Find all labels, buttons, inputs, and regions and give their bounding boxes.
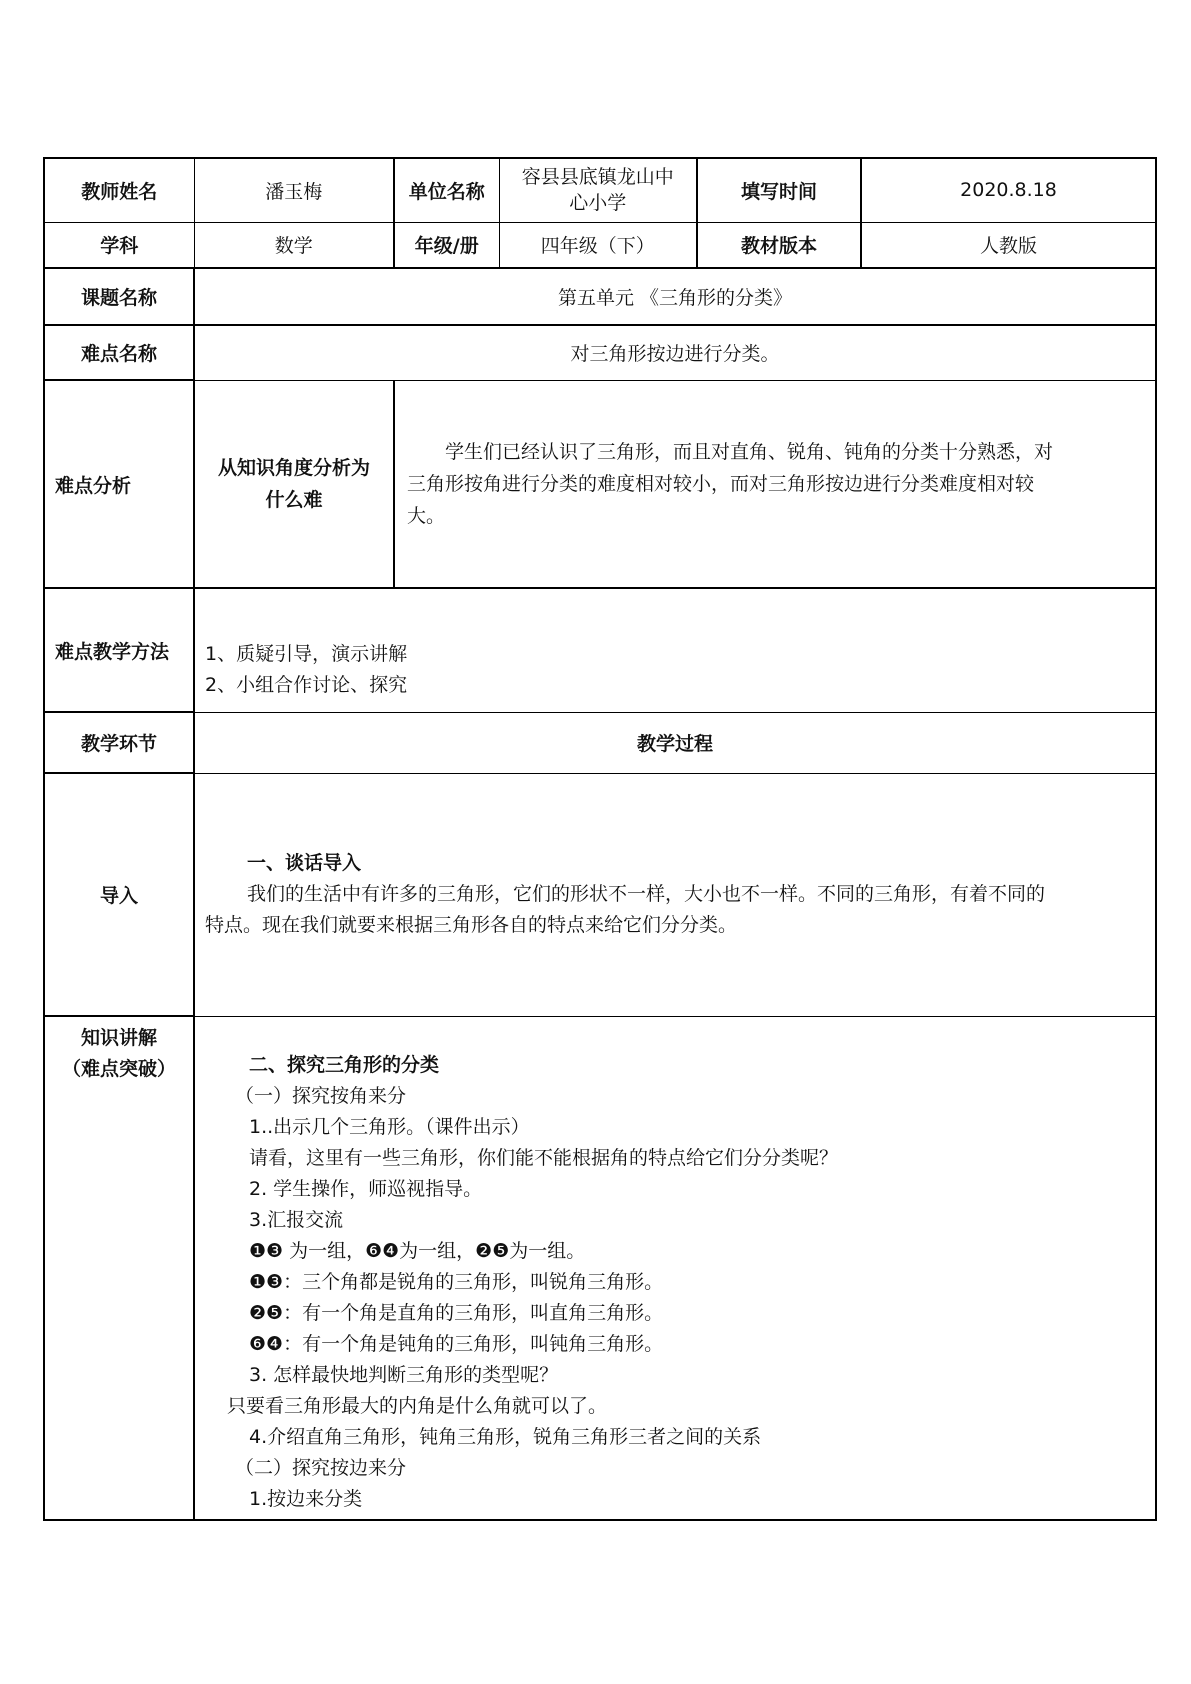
knowledge-line-4: 请看，这里有一些三角形，你们能不能根据角的特点给它们分分类呢？ [249,1146,839,1169]
difficulty-label: 难点名称 [44,325,194,380]
knowledge-line-3: 1..出示几个三角形。（课件出示） [249,1115,530,1138]
analysis-sub-label-line-1: 从知识角度分析为 [217,456,370,479]
unit-value-line-1: 容县县底镇龙山中 [521,166,674,189]
analysis-text-line-1: 学生们已经认识了三角形，而且对直角、锐角、钝角的分类十分熟悉，对 [445,440,1054,463]
intro-paragraph-line-2: 特点。现在我们就要来根据三角形各自的特点来给它们分分类。 [205,914,738,936]
header-row-1 [44,158,1156,222]
method-item-1: 1、质疑引导，演示讲解 [205,643,408,666]
knowledge-line-14: （二）探究按边来分 [235,1456,407,1479]
unit-label: 单位名称 [394,158,499,222]
knowledge-label-line-2: （难点突破） [61,1058,176,1080]
date-value: 2020.8.18 [861,158,1156,222]
subject-value: 数学 [194,222,394,268]
knowledge-line-11: 3. 怎样最快地判断三角形的类型呢？ [249,1363,559,1386]
knowledge-line-12: 只要看三角形最大的内角是什么角就可以了。 [227,1394,608,1417]
edition-label: 教材版本 [697,222,861,268]
knowledge-line-13: 4.介绍直角三角形，钝角三角形，锐角三角形三者之间的关系 [249,1425,762,1448]
knowledge-line-2: （一）探究按角来分 [235,1084,407,1107]
teacher-label: 教师姓名 [44,158,194,222]
intro-row [44,773,1156,1016]
knowledge-line-7: ❶❸ 为一组，❻❹为一组，❷❺为一组。 [249,1239,586,1262]
knowledge-line-6: 3.汇报交流 [249,1208,344,1231]
intro-label: 导入 [44,773,194,1016]
process-header-row [44,712,1156,773]
analysis-label: 难点分析 [44,380,194,588]
intro-content [194,773,1156,1016]
topic-label: 课题名称 [44,268,194,325]
knowledge-line-1: 二、探究三角形的分类 [249,1053,440,1076]
analysis-text-line-3: 大。 [407,504,446,527]
analysis-row [44,380,1156,588]
knowledge-content [194,1016,1156,1520]
date-label: 填写时间 [697,158,861,222]
unit-value [499,158,697,222]
grade-label: 年级/册 [394,222,499,268]
knowledge-row [44,1016,1156,1520]
topic-value: 第五单元 《三角形的分类》 [194,268,1156,325]
knowledge-line-9: ❷❺：有一个角是直角的三角形，叫直角三角形。 [249,1301,664,1324]
methods-content [194,588,1156,712]
teacher-value: 潘玉梅 [194,158,394,222]
knowledge-label [44,1016,194,1520]
knowledge-label-line-1: 知识讲解 [80,1027,157,1049]
knowledge-line-15: 1.按边来分类 [249,1487,363,1510]
analysis-text-line-2: 三角形按角进行分类的难度相对较小，而对三角形按边进行分类难度相对较 [407,472,1035,495]
lesson-plan-table [43,157,1157,1521]
analysis-sub-label [194,380,394,588]
knowledge-line-5: 2. 学生操作，师巡视指导。 [249,1177,483,1200]
edition-value: 人教版 [861,222,1156,268]
process-header-left: 教学环节 [44,712,194,773]
process-header-right: 教学过程 [194,712,1156,773]
header-row-2 [44,222,1156,268]
subject-label: 学科 [44,222,194,268]
difficulty-row [44,325,1156,380]
knowledge-line-10: ❻❹：有一个角是钝角的三角形，叫钝角三角形。 [249,1332,664,1355]
knowledge-line-8: ❶❸：三个角都是锐角的三角形，叫锐角三角形。 [249,1270,664,1293]
analysis-text [394,380,1156,588]
difficulty-value: 对三角形按边进行分类。 [194,325,1156,380]
grade-value: 四年级（下） [499,222,697,268]
method-item-2: 2、小组合作讨论、探究 [205,674,408,697]
methods-label: 难点教学方法 [44,588,194,712]
topic-row [44,268,1156,325]
intro-paragraph-line-1: 我们的生活中有许多的三角形，它们的形状不一样，大小也不一样。不同的三角形，有着不同的 [247,883,1046,905]
analysis-sub-label-line-2: 什么难 [265,488,323,511]
intro-heading: 一、谈话导入 [247,852,362,874]
methods-row [44,588,1156,712]
unit-value-line-2: 心小学 [569,192,627,215]
